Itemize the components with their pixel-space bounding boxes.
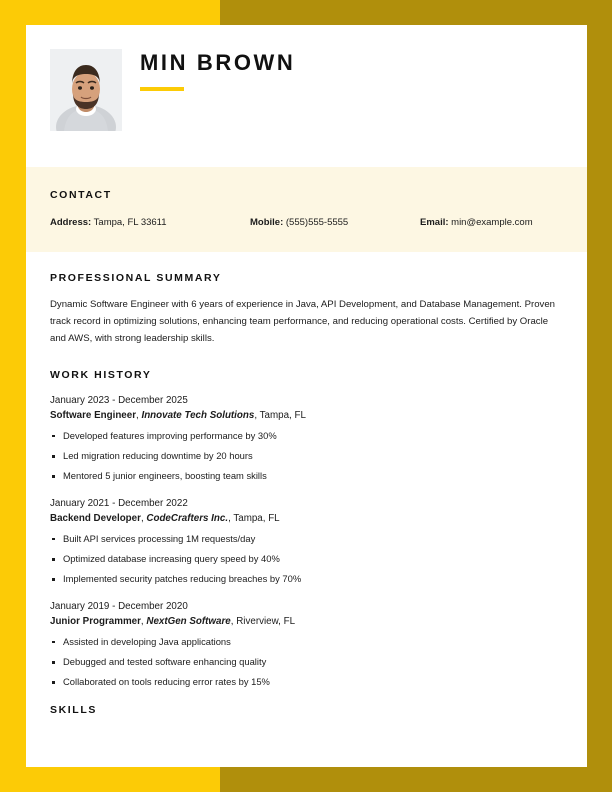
- contact-row: [50, 217, 563, 228]
- list-item: Collaborated on tools reducing error rates by 15%: [50, 676, 563, 688]
- job-company: NextGen Software: [146, 615, 231, 627]
- list-item: Built API services processing 1M requests/day: [50, 533, 563, 545]
- work-history-entry: [50, 394, 563, 482]
- job-dates: January 2023 - December 2025: [50, 395, 188, 407]
- contact-label-address: Address:: [50, 217, 92, 228]
- name-block: [140, 51, 295, 91]
- contact-item-address: [50, 217, 250, 228]
- job-role: Backend Developer: [50, 512, 141, 524]
- page-title: MIN BROWN: [140, 50, 296, 75]
- list-item: Led migration reducing downtime by 20 hours: [50, 450, 563, 462]
- resume-card: [26, 25, 587, 767]
- list-item: Optimized database increasing query speed by 40%: [50, 553, 563, 565]
- contact-item-mobile: [250, 217, 420, 228]
- job-heading: Backend Developer, CodeCrafters Inc., Tampa, FL: [50, 512, 280, 524]
- contact-value-address: Tampa, FL 33611: [93, 217, 167, 228]
- contact-label-email: Email:: [420, 217, 449, 228]
- headshot-photo-icon: [50, 49, 122, 131]
- list-item: Debugged and tested software enhancing quality: [50, 656, 563, 668]
- summary-text: Dynamic Software Engineer with 6 years of experience in Java, API Development, and Database Management. Proven track record in optimizing solutions, enhancing team performance, and reducing operational costs. Certified by Oracle and AWS, with strong leadership skills.: [50, 299, 556, 344]
- job-role: Software Engineer: [50, 409, 137, 421]
- work-history-section-title: WORK HISTORY: [50, 369, 152, 382]
- job-location: Tampa, FL: [233, 512, 280, 524]
- job-bullet-list: [50, 533, 563, 586]
- job-heading: Software Engineer, Innovate Tech Solutions, Tampa, FL: [50, 409, 306, 421]
- job-company: CodeCrafters Inc.: [146, 512, 229, 524]
- contact-value-mobile: (555)555-5555: [285, 217, 349, 228]
- job-dates: January 2021 - December 2022: [50, 498, 188, 510]
- list-item: Mentored 5 junior engineers, boosting team skills: [50, 470, 563, 482]
- resume-body: [26, 252, 587, 716]
- job-company: Innovate Tech Solutions: [141, 409, 255, 421]
- job-location: Tampa, FL: [259, 409, 306, 421]
- avatar: [50, 49, 122, 131]
- work-history-entry: [50, 600, 563, 688]
- list-item: Developed features improving performance by 30%: [50, 430, 563, 442]
- contact-section: [26, 167, 587, 252]
- list-item: Assisted in developing Java applications: [50, 636, 563, 648]
- contact-label-mobile: Mobile:: [250, 217, 284, 228]
- resume-header: [26, 25, 587, 167]
- job-location: Riverview, FL: [236, 615, 296, 627]
- job-role: Junior Programmer: [50, 615, 141, 627]
- job-dates: January 2019 - December 2020: [50, 601, 188, 613]
- contact-item-email: [420, 217, 533, 228]
- contact-section-title: CONTACT: [50, 189, 112, 201]
- list-item: Implemented security patches reducing breaches by 70%: [50, 573, 563, 585]
- job-heading: Junior Programmer, NextGen Software, Riverview, FL: [50, 615, 296, 627]
- summary-section-title: PROFESSIONAL SUMMARY: [50, 272, 222, 284]
- contact-value-email: min@example.com: [451, 217, 533, 228]
- job-bullet-list: [50, 636, 563, 689]
- job-bullet-list: [50, 430, 563, 483]
- work-history-entry: [50, 497, 563, 585]
- skills-section-title: SKILLS: [50, 703, 97, 716]
- name-accent-rule: [140, 87, 184, 91]
